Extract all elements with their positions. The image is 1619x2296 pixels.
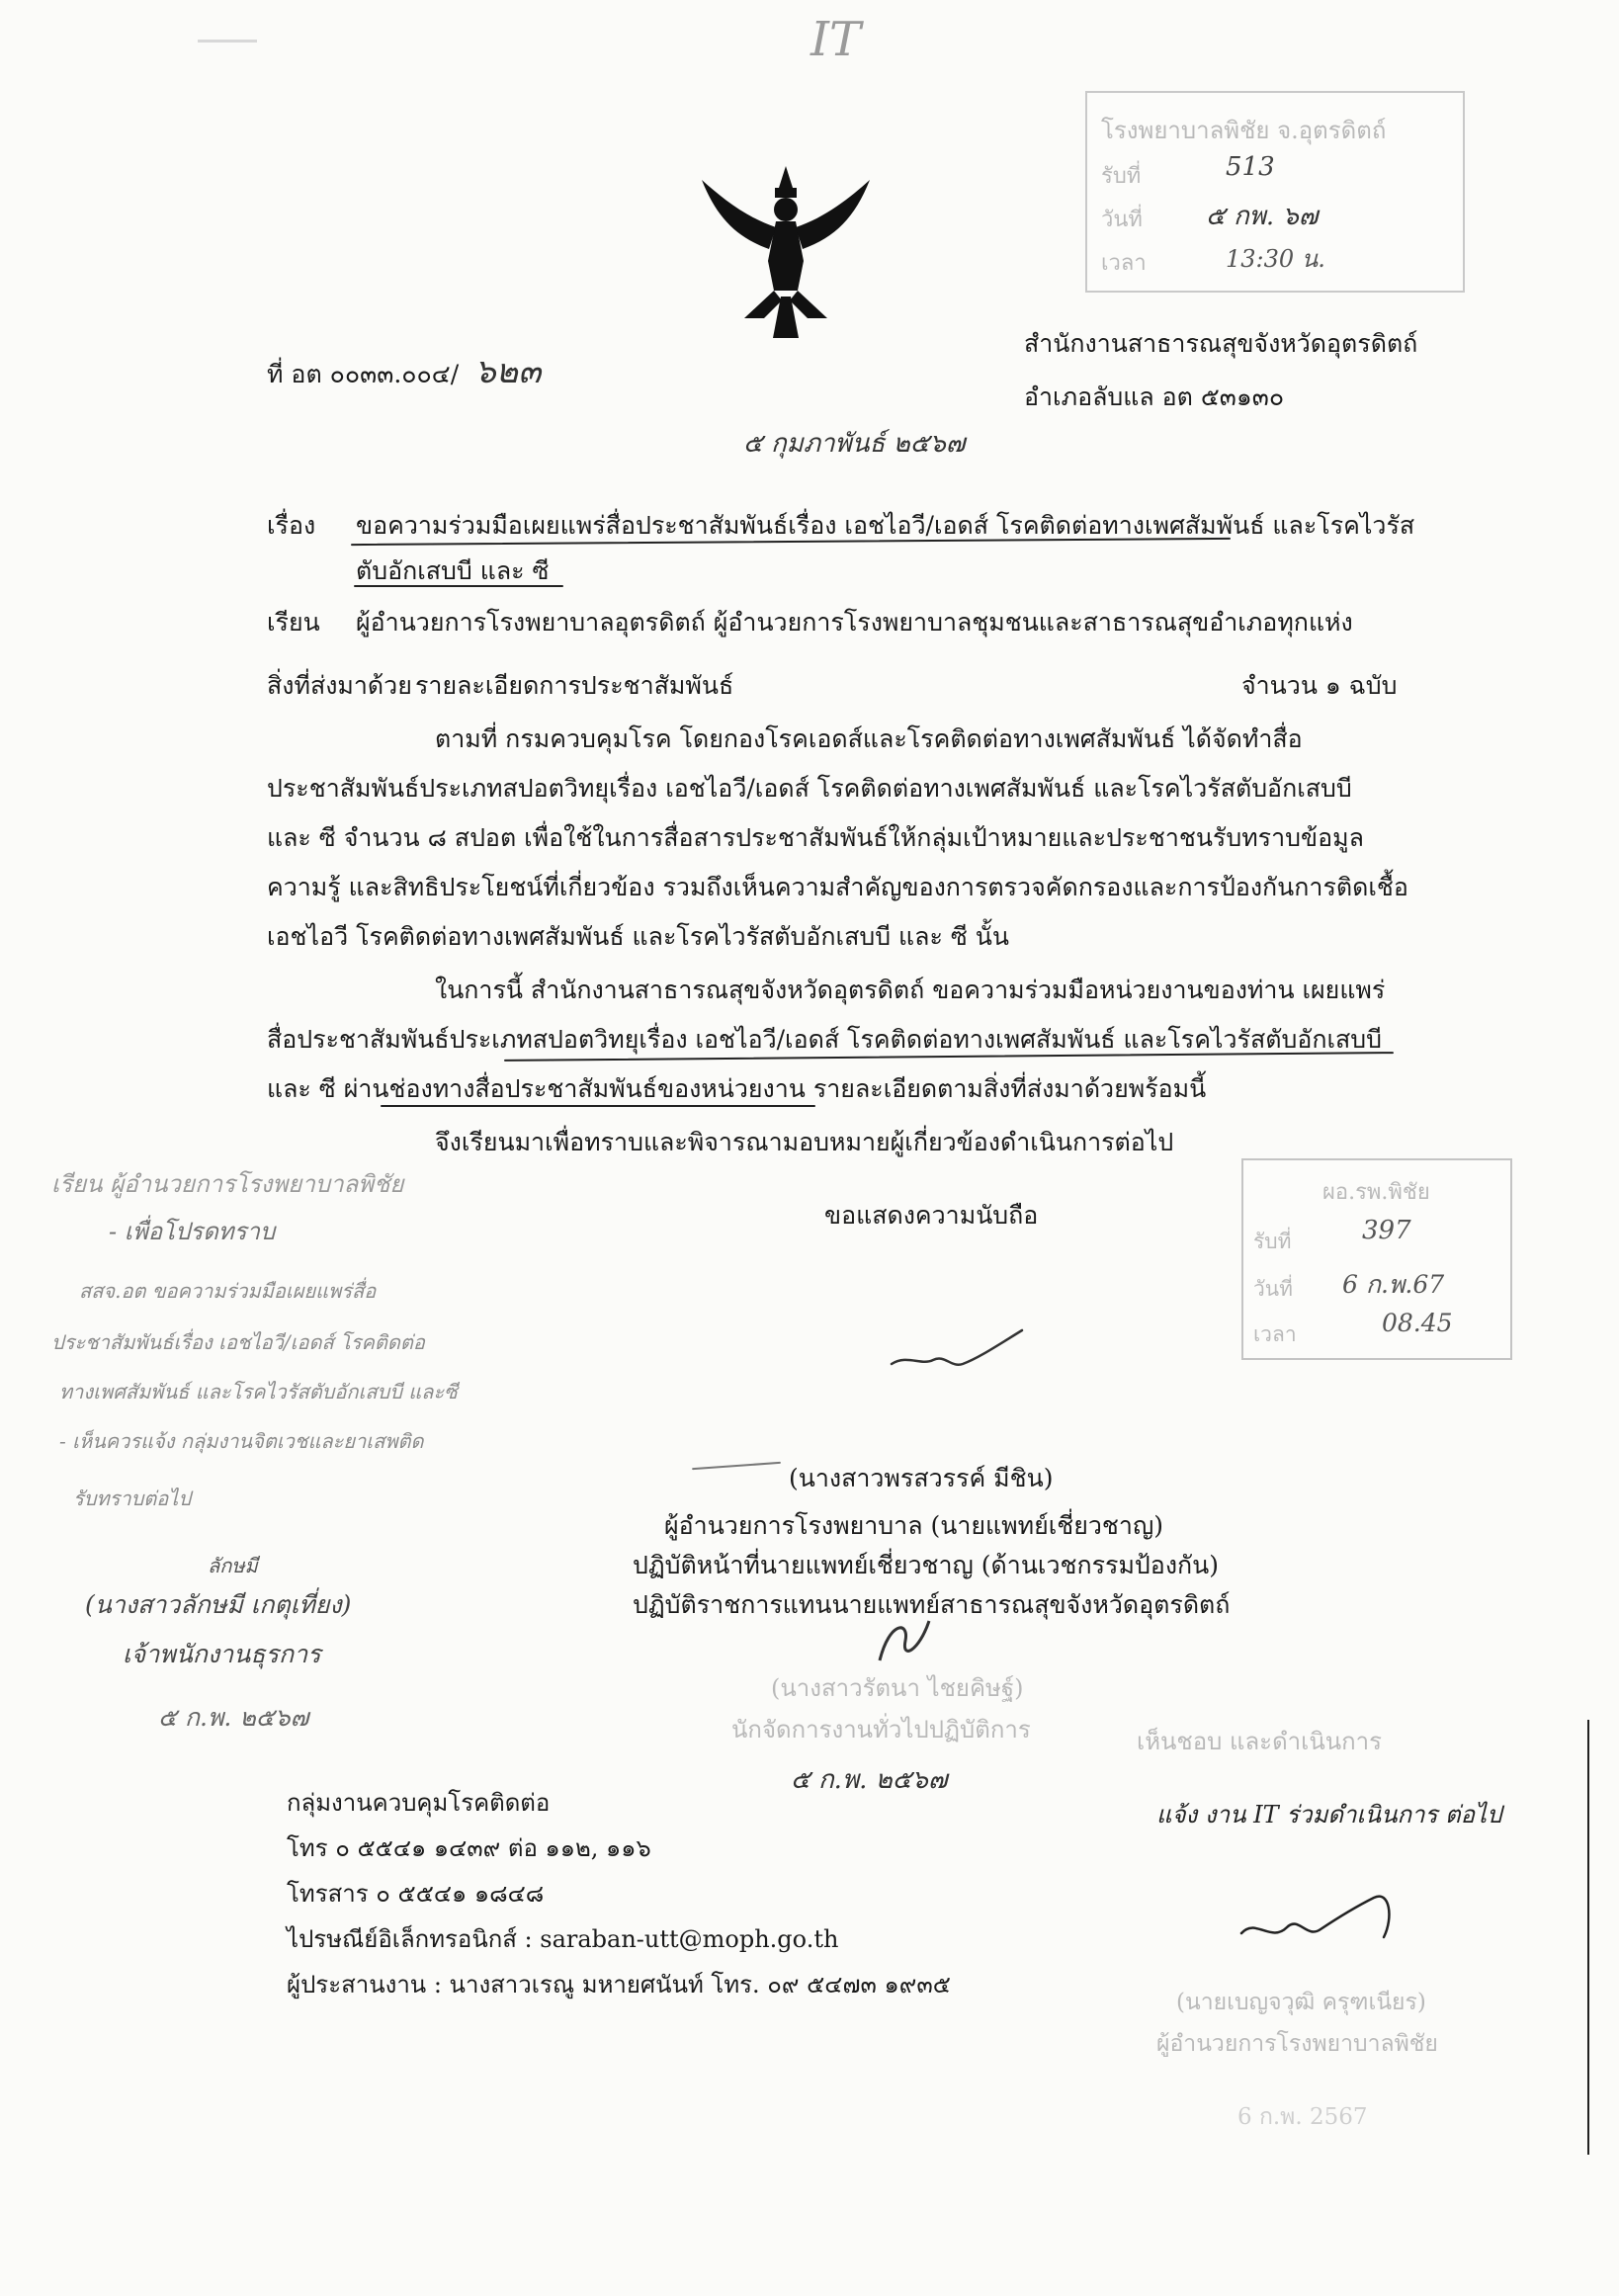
admin-receiving-stamp xyxy=(1241,1158,1512,1360)
p2-underline-2 xyxy=(381,1105,815,1107)
staff-initial-mark xyxy=(870,1611,939,1670)
director-approval-signature xyxy=(1236,1888,1404,1967)
signatory-name: (นางสาวพรสวรรค์ มีชิน) xyxy=(789,1464,1054,1492)
left-note-line-4: ประชาสัมพันธ์เรื่อง เอชไอวี/เอดส์ โรคติดต่อ xyxy=(51,1330,425,1354)
left-note-position: เจ้าพนักงานธุรการ xyxy=(123,1640,321,1668)
director-instruction: แจ้ง งาน IT ร่วมดำเนินการ ต่อไป xyxy=(1156,1801,1502,1828)
admin-stamp-title: ผอ.รพ.พิชัย xyxy=(1322,1180,1430,1205)
footer-fax: โทรสาร ๐ ๕๕๔๑ ๑๘๔๘ xyxy=(287,1880,545,1908)
p1-line-3: และ ซี จำนวน ๘ สปอต เพื่อใช้ในการสื่อสารประชาสัมพันธ์ให้กลุ่มเป้าหมายและประชาชนรับทราบข้อมูล xyxy=(267,823,1364,852)
to-label: เรียน xyxy=(267,608,320,637)
p1-line-2: ประชาสัมพันธ์ประเภทสปอตวิทยุเรื่อง เอชไอวี/เอดส์ โรคติดต่อทางเพศสัมพันธ์ และโรคไวรัสตับอักเสบบี xyxy=(267,774,1352,803)
p3-line: จึงเรียนมาเพื่อทราบและพิจารณามอบหมายผู้เกี่ยวข้องดำเนินการต่อไป xyxy=(435,1128,1174,1156)
letter-date: ๕ กุมภาพันธ์ ๒๕๖๗ xyxy=(743,429,966,459)
admin-stamp-no-value: 397 xyxy=(1362,1216,1411,1245)
stamp-time-value: 13:30 น. xyxy=(1226,245,1325,273)
p1-line-1: ตามที่ กรมควบคุมโรค โดยกองโรคเอดส์และโรคติดต่อทางเพศสัมพันธ์ ได้จัดทำสื่อ xyxy=(435,724,1303,753)
ref-number-handwritten: ๖๒๓ xyxy=(474,352,542,391)
stamp-no-label: รับที่ xyxy=(1101,164,1142,189)
p2-line-3: และ ซี ผ่านช่องทางสื่อประชาสัมพันธ์ของหน่วยงาน รายละเอียดตามสิ่งที่ส่งมาด้วยพร้อมนี้ xyxy=(267,1074,1207,1103)
footer-coordinator: ผู้ประสานงาน : นางสาวเรณู มหายศนันท์ โทร. ๐๙ ๕๔๗๓ ๑๙๓๕ xyxy=(287,1971,951,1998)
subject-label: เรื่อง xyxy=(267,511,316,540)
left-note-line-6: - เห็นควรแจ้ง กลุ่มงานจิตเวชและยาเสพติด xyxy=(59,1429,424,1453)
stamp-org: โรงพยาบาลพิชัย จ.อุตรดิตถ์ xyxy=(1101,117,1387,144)
admin-stamp-no-label: รับที่ xyxy=(1253,1230,1292,1253)
admin-stamp-time-label: เวลา xyxy=(1253,1322,1297,1346)
receiving-stamp xyxy=(1085,91,1465,293)
subject-underline-2 xyxy=(354,585,563,587)
left-note-line-1: เรียน ผู้อำนวยการโรงพยาบาลพิชัย xyxy=(51,1170,404,1198)
left-note-line-5: ทางเพศสัมพันธ์ และโรคไวรัสตับอักเสบบี และซี xyxy=(59,1380,458,1403)
staff-position: นักจัดการงานทั่วไปปฏิบัติการ xyxy=(731,1716,1031,1743)
subject-line-1: ขอความร่วมมือเผยแพร่สื่อประชาสัมพันธ์เรื่อง เอชไอวี/เอดส์ โรคติดต่อทางเพศสัมพันธ์ และโรคไวรัส xyxy=(356,511,1415,540)
enclosure-label: สิ่งที่ส่งมาด้วย xyxy=(267,671,412,700)
sender-line-2: อำเภอลับแล อต ๕๓๑๓๐ xyxy=(1024,383,1285,411)
signature-dash xyxy=(692,1462,781,1470)
sender-line-1: สำนักงานสาธารณสุขจังหวัดอุตรดิตถ์ xyxy=(1024,329,1418,358)
left-note-line-7: รับทราบต่อไป xyxy=(73,1487,192,1510)
staff-date: ๕ ก.พ. ๒๕๖๗ xyxy=(791,1765,948,1795)
left-note-signature: ลักษมี xyxy=(208,1554,258,1577)
left-note-name: (นางสาวลักษมี เกตุเที่ยง) xyxy=(85,1590,352,1619)
signatory-position-1: ผู้อำนวยการโรงพยาบาล (นายแพทย์เชี่ยวชาญ) xyxy=(664,1511,1163,1540)
director-name: (นายเบญจวุฒิ ครุฑเนียร) xyxy=(1176,1990,1426,2015)
admin-stamp-date-value: 6 ก.พ.67 xyxy=(1342,1270,1445,1299)
staff-name: (นางสาวรัตนา ไชยคิษฐ์) xyxy=(771,1674,1024,1702)
director-signature-mark xyxy=(888,1324,1026,1384)
signatory-position-3: ปฏิบัติราชการแทนนายแพทย์สาธารณสุขจังหวัดอุตรดิตถ์ xyxy=(633,1590,1231,1619)
enclosure-count: จำนวน ๑ ฉบับ xyxy=(1241,671,1398,700)
p2-line-2: สื่อประชาสัมพันธ์ประเภทสปอตวิทยุเรื่อง เอชไอวี/เอดส์ โรคติดต่อทางเพศสัมพันธ์ และโรคไวรัสตับอักเสบบี xyxy=(267,1025,1383,1054)
signatory-position-2: ปฏิบัติหน้าที่นายแพทย์เชี่ยวชาญ (ด้านเวชกรรมป้องกัน) xyxy=(633,1551,1220,1579)
footer-department: กลุ่มงานควบคุมโรคติดต่อ xyxy=(287,1789,551,1817)
stamp-no-value: 513 xyxy=(1226,152,1275,182)
garuda-emblem-icon xyxy=(692,158,880,346)
p1-line-5: เอชไอวี โรคติดต่อทางเพศสัมพันธ์ และโรคไวรัสตับอักเสบบี และ ซี นั้น xyxy=(267,922,1009,951)
admin-stamp-time-value: 08.45 xyxy=(1382,1309,1453,1337)
reference-number xyxy=(267,344,541,397)
to-text: ผู้อำนวยการโรงพยาบาลอุตรดิตถ์ ผู้อำนวยการโรงพยาบาลชุมชนและสาธารณสุขอำเภอทุกแห่ง xyxy=(356,608,1353,637)
closing: ขอแสดงความนับถือ xyxy=(824,1201,1039,1230)
right-margin-line xyxy=(1587,1720,1589,2155)
director-date: 6 ก.พ. 2567 xyxy=(1237,2104,1368,2130)
stamp-date-label: วันที่ xyxy=(1101,208,1143,232)
stamp-date-value: ๕ กพ. ๖๗ xyxy=(1206,202,1319,231)
admin-stamp-date-label: วันที่ xyxy=(1253,1277,1293,1301)
p2-line-1: ในการนี้ สำนักงานสาธารณสุขจังหวัดอุตรดิตถ์ ขอความร่วมมือหน่วยงานของท่าน เผยแพร่ xyxy=(435,976,1386,1004)
left-note-line-2: - เพื่อโปรดทราบ xyxy=(109,1218,276,1245)
left-note-line-3: สสจ.อต ขอความร่วมมือเผยแพร่สื่อ xyxy=(79,1279,377,1303)
director-approval-heading: เห็นชอบ และดำเนินการ xyxy=(1137,1728,1383,1755)
director-position: ผู้อำนวยการโรงพยาบาลพิชัย xyxy=(1156,2031,1438,2057)
corner-handwritten-mark: IT xyxy=(810,12,861,67)
stamp-time-label: เวลา xyxy=(1101,251,1147,276)
left-note-date: ๕ ก.พ. ๒๕๖๗ xyxy=(158,1703,309,1732)
enclosure-text: รายละเอียดการประชาสัมพันธ์ xyxy=(415,671,734,700)
p1-line-4: ความรู้ และสิทธิประโยชน์ที่เกี่ยวข้อง รวมถึงเห็นความสำคัญของการตรวจคัดกรองและการป้องกันการติดเชื้อ xyxy=(267,873,1408,901)
corner-scribble xyxy=(198,40,257,56)
ref-prefix: ที่ อต ๐๐๓๓.๐๐๔/ xyxy=(267,360,460,388)
footer-email: ไปรษณีย์อิเล็กทรอนิกส์ : saraban-utt@moph.go.th xyxy=(287,1925,839,1953)
subject-line-2: ตับอักเสบบี และ ซี xyxy=(356,556,550,585)
footer-phone: โทร ๐ ๕๕๔๑ ๑๔๓๙ ต่อ ๑๑๒, ๑๑๖ xyxy=(287,1834,651,1862)
